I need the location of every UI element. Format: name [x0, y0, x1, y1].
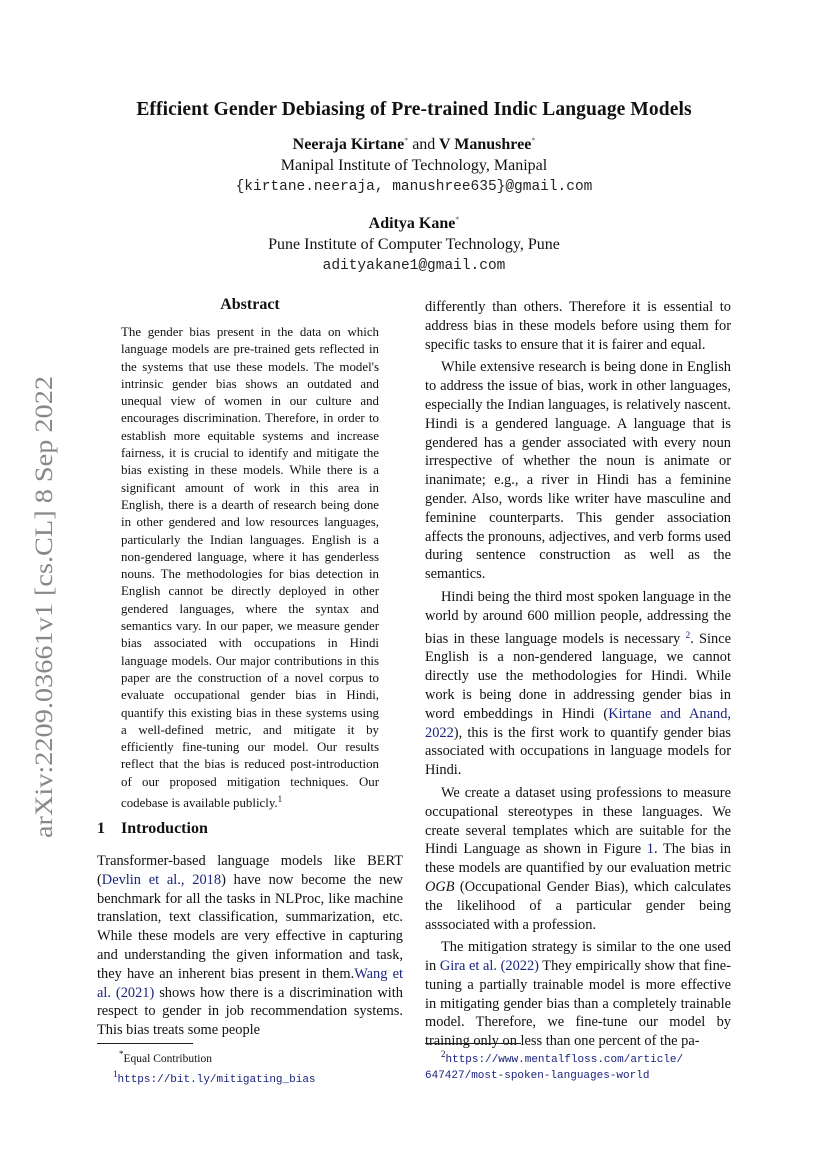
footnote-rule [425, 1043, 521, 1044]
text-run: The mitigation strategy is similar to the one used in [425, 939, 731, 975]
title-block [96, 99, 732, 274]
citation-link[interactable]: Wang et al. (2021) [97, 965, 403, 1001]
section-title: Introduction [121, 820, 208, 837]
equal-contrib-mark: * [455, 215, 460, 224]
author-name: V Manushree [439, 136, 532, 153]
footnote-mark: * [119, 1049, 124, 1059]
author-name: Aditya Kane [368, 215, 456, 232]
paragraph [425, 784, 731, 934]
citation-link[interactable]: Kirtane and Anand, 2022 [425, 705, 732, 741]
footnote-mark[interactable]: 1 [277, 794, 283, 805]
abstract-heading: Abstract [220, 296, 280, 313]
text-run: Transformer-based language models like BERT ( [97, 853, 403, 888]
text-run: ), this is the first work to quantify gender bias associated with occupations in language models for Hindi. [425, 724, 731, 779]
footnote-url[interactable]: https://www.mentalfloss.com/article/ [445, 1054, 684, 1066]
footnote-url[interactable]: 647427/most-spoken-languages-world [425, 1070, 650, 1082]
introduction-section [97, 820, 403, 1040]
authors-line [96, 136, 732, 154]
text-run: (Occupational Gender Bias), which calculates the likelihood of a particular gender being asssociated with a profession. [425, 878, 731, 933]
footnote [97, 1047, 403, 1067]
text-run: shows how there is a discrimination with respect to gender in job recommendation systems. This bias treats some people [97, 984, 403, 1039]
affiliation: Manipal Institute of Technology, Manipal [280, 157, 548, 174]
paragraph [425, 588, 731, 780]
footnote [425, 1047, 735, 1068]
citation-link[interactable]: Devlin et al., 2018 [101, 871, 222, 888]
email: {kirtane.neeraja, manushree635}@gmail.com [235, 179, 593, 195]
text-run: Hindi being the third most spoken language in the world by around 600 million people, addressing the bias in these language models is necessary [425, 588, 731, 647]
abstract-section [121, 296, 379, 812]
author-conjunction: and [412, 136, 436, 153]
arxiv-stamp [14, 372, 62, 842]
footnote-mark[interactable]: 2 [685, 629, 691, 640]
arxiv-identifier: arXiv:2209.03661v1 [cs.CL] 8 Sep 2022 [29, 421, 58, 838]
footnote-rule [97, 1043, 193, 1044]
footnote-continuation [425, 1068, 735, 1084]
abstract-body: The gender bias present in the data on which language models are pre-trained gets reflected in the systems that use these models. The model's intrinsic gender bias shows an outdated and unequal view of women in our culture and encourages discrimination. Therefore, in order to establish more equitable systems and increase fairness, it is crucial to identify and mitigate the bias existing in these models. While there is a significant amount of work in this area in English, there is a dearth of research being done in other gendered and low resources languages, particularly the Indian languages. English is a non-gendered language, where it has genderless nouns. The methodologies for bias detection in English cannot be directly deployed in other gendered languages, where the syntax and semantics vary. In our paper, we measure gender bias associated with occupations in Hindi language models. Our major contributions in this paper are the construction of a novel corpus to evaluate occupational gender bias in Hindi, quantify this existing bias in these systems using a well-defined metric, and mitigate it by efficiently fine-tuning our model. Our results reflect that the bias is reduced post-introduction of our proposed mitigation techniques. Our codebase is available publicly. [121, 325, 379, 811]
text-run: . Since English is a non-gendered language, we cannot directly use the methodologies for Hindi. While work is being done in addressing gender bias in word embeddings in Hindi ( [425, 630, 731, 722]
equal-contrib-mark: * [531, 136, 536, 145]
paragraph: differently than others. Therefore it is essential to address bias in these models before using them for specific tasks to ensure that it is fairer and equal. [425, 299, 731, 353]
author-line [96, 215, 732, 233]
footnotes-left [97, 1043, 403, 1088]
section-heading [97, 820, 403, 838]
equal-contrib-mark: * [404, 136, 409, 145]
footnote-text: Equal Contribution [123, 1053, 212, 1065]
text-run: ) have now become the new benchmark for all the tasks in NLProc, like machine translation, text classification, summarization, etc. While these models are very effective in capturing and understanding the given information and task, they have an inherent bias present in them. [97, 871, 404, 982]
paragraph [97, 852, 403, 1040]
footnote-url[interactable]: https://bit.ly/mitigating_bias [117, 1074, 316, 1086]
author-name: Neeraja Kirtane [292, 136, 405, 153]
abstract-text [121, 324, 379, 812]
citation-link[interactable]: Gira et al. (2022) [439, 958, 539, 975]
paragraph: While extensive research is being done in English to address the issue of bias, work in other languages, especially the Indian languages, is relatively nascent. Hindi is a gendered language. A language that is gendered has a gender associated with every noun irrespective of whether the noun is animate or inanimate; e.g., a river in Hindi has a feminine gender. Also, words like writer have masculine and feminine counterparts. This gender association affects the pronouns, adjectives, and verb forms used during sentence construction as well as the semantics. [425, 359, 731, 583]
figure-link[interactable]: 1 [646, 841, 654, 858]
metric-name: OGB [425, 878, 455, 895]
footnote-mark: 1 [113, 1069, 118, 1079]
paragraph [425, 938, 731, 1051]
section-number: 1 [97, 820, 105, 837]
paper-title: Efficient Gender Debiasing of Pre-trained Indic Language Models [136, 99, 692, 120]
text-run: They empirically show that fine-tuning a partially trainable model is more effective in mitigating gender bias than a completely trainable model. Therefore, we fine-tune our model by training only on less than one percent of the pa- [425, 958, 731, 1050]
footnotes-right [425, 1043, 735, 1084]
text-run: We create a dataset using professions to measure occupational stereotypes in these languages. We create several templates which are suitable for the Hindi Language as shown in Figure [425, 784, 731, 858]
footnote-mark: 2 [441, 1049, 446, 1059]
text-run: . The bias in these models are quantified by our evaluation metric [425, 841, 731, 877]
right-column [425, 298, 731, 1051]
footnote [97, 1067, 403, 1088]
email: adityakane1@gmail.com [322, 258, 506, 274]
affiliation: Pune Institute of Computer Technology, Pune [268, 236, 560, 253]
